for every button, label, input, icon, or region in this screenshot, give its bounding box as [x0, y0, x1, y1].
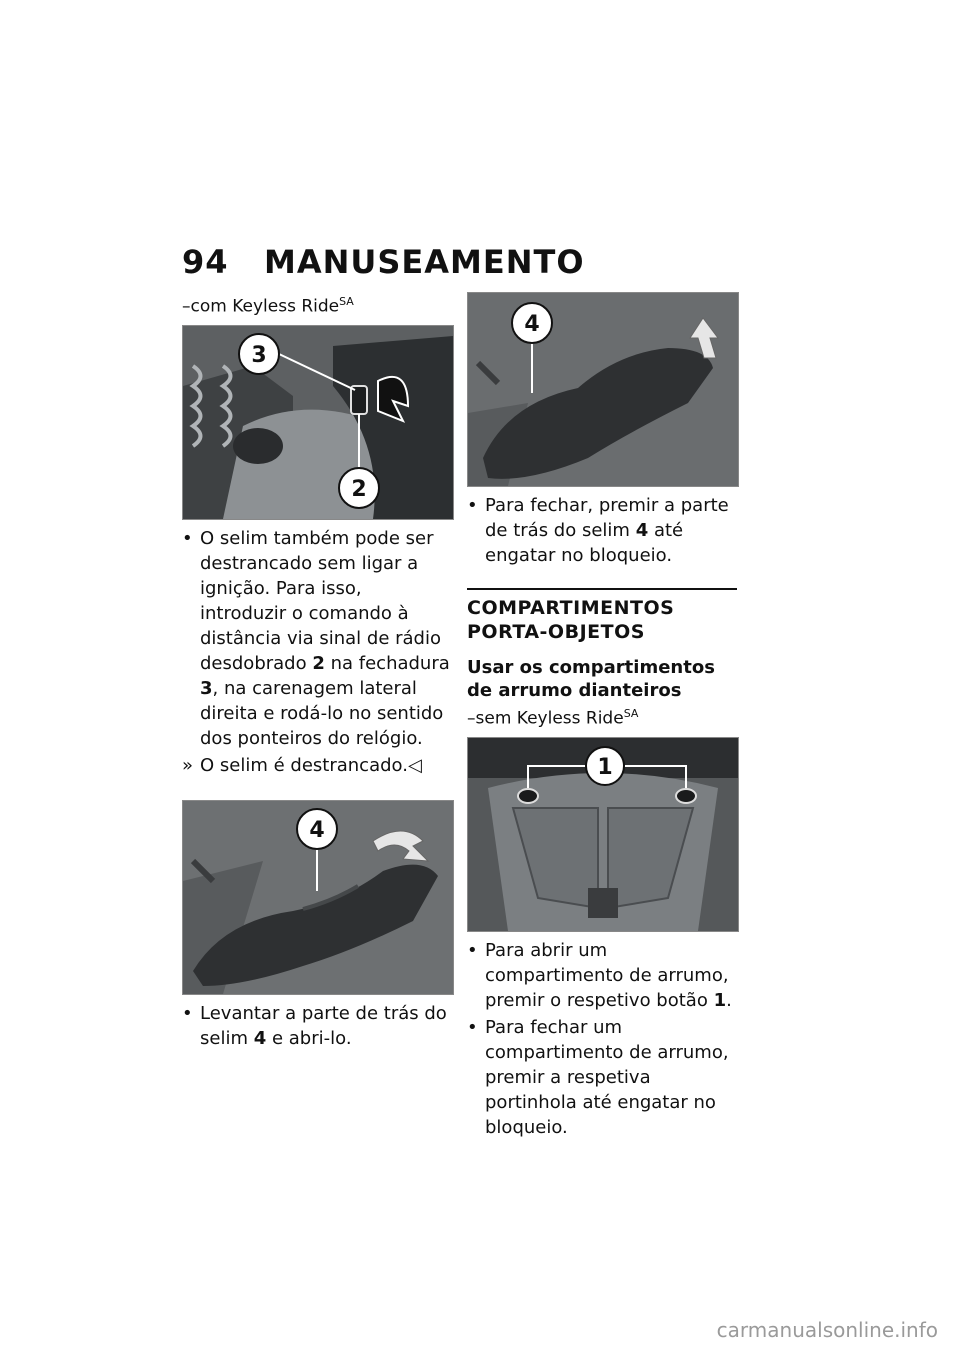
list-item: • Para fechar, premir a parte de trás do selim 4 até engatar no bloqueio.	[467, 495, 729, 566]
bullet-icon: •	[467, 939, 478, 961]
callout-3: 3	[251, 342, 267, 368]
page-header	[182, 243, 585, 281]
section-rule	[467, 588, 737, 590]
figure-front-compartments	[467, 737, 739, 932]
left-column	[182, 290, 452, 1051]
figure-seat-close	[467, 292, 739, 487]
callout-4: 4	[309, 817, 325, 843]
subsection-title: Usar os compartimentos de arrumo dianteiros	[467, 657, 715, 701]
watermark: carmanualsonline.info	[716, 1318, 938, 1342]
bullet-icon: •	[467, 495, 478, 516]
figure-seat-lock	[182, 325, 454, 520]
variant-label-keyless: –com Keyless Ride$^{SA}$	[182, 295, 354, 317]
sa-superscript: SA	[623, 707, 639, 720]
page-title: MANUSEAMENTO	[264, 243, 585, 281]
result-arrow-icon: »	[182, 754, 194, 776]
result-item: » O selim é destrancado.◁	[182, 754, 422, 776]
callout-4: 4	[524, 312, 540, 337]
bullet-icon: •	[182, 1002, 193, 1024]
list-item: • Levantar a parte de trás do selim 4 e abri-lo.	[182, 1002, 447, 1049]
right-column	[467, 292, 737, 1140]
callout-1: 1	[597, 754, 613, 780]
list-item: • Para fechar um compartimento de arrumo, premir a respetiva portinhola até engatar no bloqueio.	[467, 1016, 729, 1138]
list-item: • O selim também pode ser destrancado sem ligar a ignição. Para isso, introduzir o comando à distância via sinal de rádio desdobrado 2 na fechadura 3, na carenagem lateral direita e rodá-lo no sentido dos ponteiros do relógio.	[182, 527, 450, 749]
callout-2: 2	[351, 476, 367, 502]
figure-seat-open	[182, 800, 454, 995]
page-number: 94	[182, 243, 229, 281]
sa-superscript: SA	[339, 295, 354, 308]
section-title: COMPARTIMENTOS PORTA-OBJETOS	[467, 597, 675, 643]
list-item: • Para abrir um compartimento de arrumo, premir o respetivo botão 1.	[467, 939, 732, 1011]
variant-label-no-keyless: –sem Keyless Ride$^{SA}$	[467, 707, 639, 729]
bullet-icon: •	[182, 527, 193, 549]
bullet-icon: •	[467, 1016, 478, 1038]
